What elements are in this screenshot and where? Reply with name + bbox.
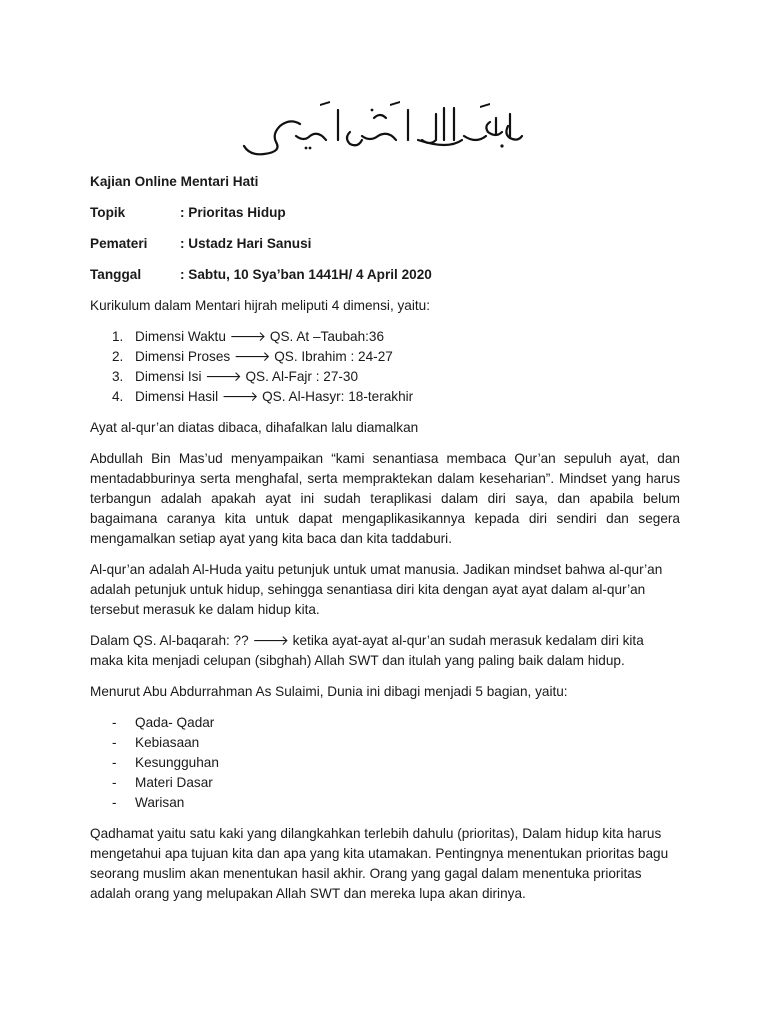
meta-value: : Prioritas Hidup <box>180 205 286 220</box>
paragraph-5: Menurut Abu Abdurrahman As Sulaimi, Dunia ini dibagi menjadi 5 bagian, yaitu: <box>90 684 568 699</box>
list-item <box>90 347 680 367</box>
meta-label: Tanggal <box>90 267 142 282</box>
list-item <box>90 367 680 387</box>
list-item <box>90 733 680 753</box>
meta-value: : Ustadz Hari Sanusi <box>180 236 312 251</box>
list-text: Dimensi Hasil 🡒 QS. Al-Hasyr: 18-terakhir <box>135 389 414 404</box>
parts-list <box>90 713 680 813</box>
list-text: Dimensi Isi 🡒 QS. Al-Fajr : 27-30 <box>135 369 359 384</box>
paragraph-1: Ayat al-qur’an diatas dibaca, dihafalkan lalu diamalkan <box>90 420 419 435</box>
paragraph-6: Qadhamat yaitu satu kaki yang dilangkahkan terlebih dahulu (prioritas), Dalam hidup kita harus mengetahui apa tujuan kita dan apa yang kita utamakan. Pentingnya menentukan prioritas bagu seorang muslim akan menentukan hasil akhir. Orang yang gagal dalam menentuka prioritas adalah orang yang melupakan Allah SWT dan mereka lupa akan dirinya. <box>90 826 669 901</box>
dimension-list <box>90 327 680 407</box>
list-text: Warisan <box>135 795 185 810</box>
list-item <box>90 387 680 407</box>
meta-value: : Sabtu, 10 Sya’ban 1441H/ 4 April 2020 <box>180 267 432 282</box>
meta-title: Kajian Online Mentari Hati <box>90 174 259 189</box>
paragraph-3: Al-qur’an adalah Al-Huda yaitu petunjuk untuk umat manusia. Jadikan mindset bahwa al-qur’an adalah petunjuk untuk hidup, sehingga senantiasa diri kita dengan ayat ayat dalam al-qur’an tersebut merasuk ke dalam hidup kita. <box>90 562 663 617</box>
list-item <box>90 753 680 773</box>
list-item <box>90 327 680 347</box>
list-bullet: - <box>112 715 117 730</box>
paragraph-2: Abdullah Bin Mas’ud menyampaikan “kami senantiasa membaca Qur’an sepuluh ayat, dan mentadabburinya serta menghafal, serta mempraktekan dalam keseharian”. Mindset yang harus terbangun adalah apakah ayat ini sudah teraplikasi dalam diri saya, dan apabila belum bagaimana caranya kita untuk dapat mengaplikasikannya kepada diri sendiri dan segera mengamalkan setiap ayat yang kita baca dan kita taddaburi. <box>90 451 680 546</box>
paragraph-4: Dalam QS. Al-baqarah: ?? 🡒 ketika ayat-ayat al-qur’an sudah merasuk kedalam diri kita maka kita menjadi celupan (sibghah) Allah SWT dan itulah yang paling baik dalam hidup. <box>90 633 644 668</box>
bismillah-calligraphy <box>240 96 530 158</box>
list-text: Materi Dasar <box>135 775 213 790</box>
list-bullet: - <box>112 755 117 770</box>
list-item <box>90 773 680 793</box>
list-text: Kesungguhan <box>135 755 219 770</box>
list-bullet: - <box>112 775 117 790</box>
document-content <box>90 172 680 915</box>
meta-label: Topik <box>90 205 126 220</box>
meta-label: Pemateri <box>90 236 148 251</box>
meta-row-tanggal <box>90 265 680 285</box>
list-text: Dimensi Proses 🡒 QS. Ibrahim : 24-27 <box>135 349 393 364</box>
list-number: 4. <box>112 389 124 404</box>
meta-block <box>90 172 680 285</box>
intro-paragraph: Kurikulum dalam Mentari hijrah meliputi 4 dimensi, yaitu: <box>90 298 430 313</box>
list-bullet: - <box>112 795 117 810</box>
list-text: Dimensi Waktu 🡒 QS. At –Taubah:36 <box>135 329 385 344</box>
list-bullet: - <box>112 735 117 750</box>
list-item <box>90 713 680 733</box>
list-number: 3. <box>112 369 124 384</box>
list-item <box>90 793 680 813</box>
list-number: 2. <box>112 349 124 364</box>
list-text: Qada- Qadar <box>135 715 215 730</box>
meta-row-topik <box>90 203 680 223</box>
bismillah-calligraphy-graphic <box>240 96 530 158</box>
meta-row-pemateri <box>90 234 680 254</box>
list-number: 1. <box>112 329 124 344</box>
list-text: Kebiasaan <box>135 735 200 750</box>
